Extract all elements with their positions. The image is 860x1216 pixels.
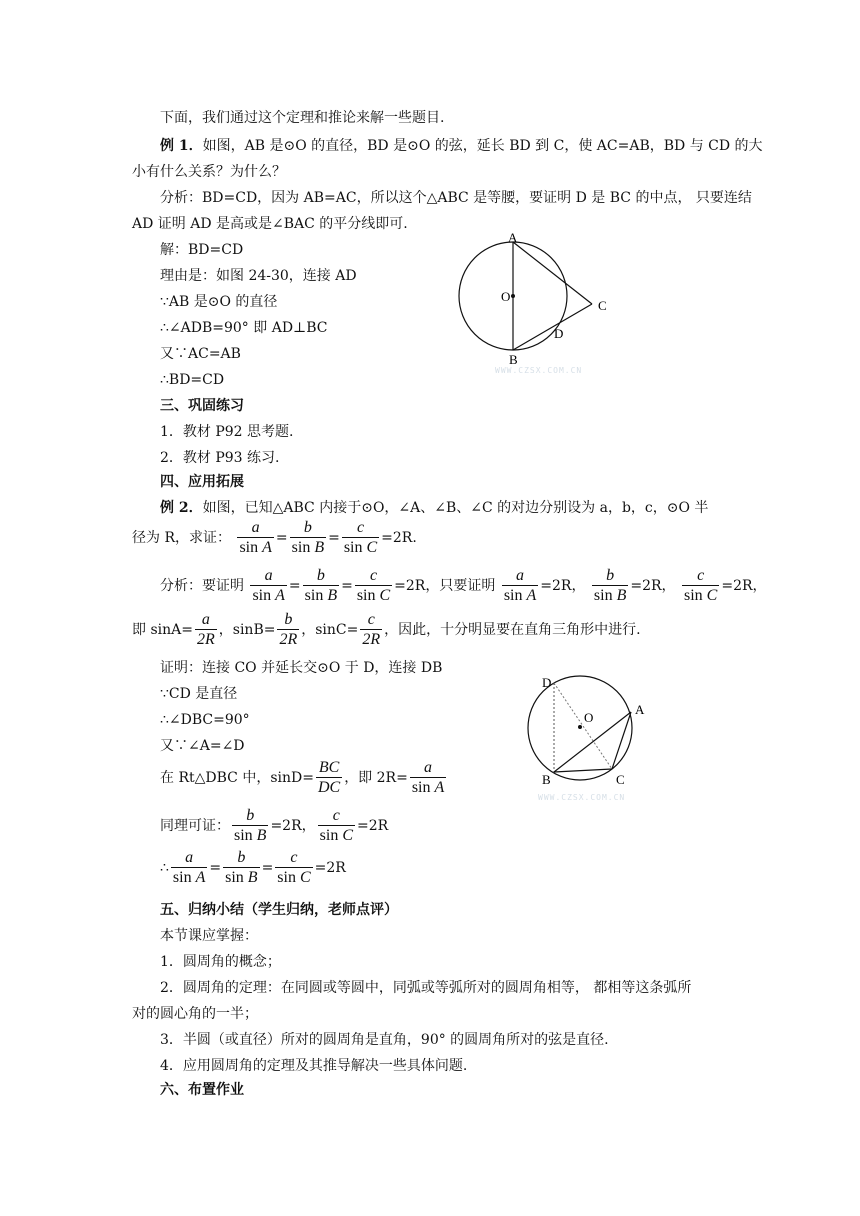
section3-title: 三、巩固练习 [160,398,244,414]
example1-analysis2: AD 证明 AD 是高或是∠BAC 的平分线即可. [132,216,408,232]
fig2-label-C: C [616,772,625,787]
example2-sin-relations: 即 sinA= $\frac{a}{2R}$ ，sinB= $\frac{b}{2R}$ ，sinC= $\frac{c}{2R}$ ，因此，十分明显要在直角三角形中进行. [132,610,641,648]
section5-title: 五、归纳小结（学生归纳，老师点评） [160,902,398,918]
example1-line1 [160,136,763,156]
proof-line-6: 同理可证： $\frac{b}{\text{sin B}}$ =2R， $\frac{c}{\text{sin C}}$ =2R [160,806,389,844]
solution-line-2: 理由是：如图 24-30，连接 AD [160,268,357,284]
fig1-label-A: A [508,230,518,245]
solution-line-3: ∵AB 是⊙O 的直径 [160,294,278,310]
proof-line-2: ∵CD 是直径 [160,686,238,702]
example1-label: 例 1． [160,138,203,154]
example2-analysis: 分析：要证明 $\frac{a}{\text{sin A}}$ = $\frac{b}{\text{sin B}}$ = $\frac{c}{\text{sin C}}$ =2R，只要证明 $\frac{a}{\text{sin A}}$ =2R， $\frac{b}{\text{sin B}}$ =2R， $\frac{c}{\text{sin C}}$ =2R， [160,566,767,604]
fig2-label-O: O [584,710,594,725]
fig2-label-D: D [542,675,552,690]
figure-1-circle-diagram [455,228,625,378]
section4-title: 四、应用拓展 [160,474,244,490]
fig2-watermark: WWW.CZSX.COM.CN [538,793,626,802]
solution-line-5: 又∵AC=AB [160,346,241,362]
solution-line-6: ∴BD=CD [160,372,225,388]
example1-analysis1: 分析：BD=CD，因为 AB=AC，所以这个△ABC 是等腰，要证明 D 是 BC 的中点， 只要连结 [160,190,752,206]
figure-2-circle-diagram [520,670,670,806]
proof-line-4: 又∵∠A=∠D [160,738,245,754]
example1-text2: 小有什么关系？为什么？ [132,164,286,180]
example1-text1: 如图，AB 是⊙O 的直径，BD 是⊙O 的弦，延长 BD 到 C，使 AC=AB，BD 与 CD 的大 [202,138,763,154]
frac-b-sinB: $\frac{b}{\text{sin B}}$ [291,518,325,556]
example2-text1: 如图，已知△ABC 内接于⊙O，∠A、∠B、∠C 的对边分别设为 a，b，c，⊙O 半 [202,500,709,516]
section5-item-2-cont: 对的圆心角的一半； [132,1006,258,1022]
fig1-label-C: C [598,298,607,313]
frac-c-sinC: $\frac{c}{\text{sin C}}$ [343,518,378,556]
fig2-label-A: A [635,702,645,717]
example2-label: 例 2． [160,500,203,516]
example2-line1 [160,498,708,518]
fig1-watermark: WWW.CZSX.COM.CN [495,366,583,375]
fig2-label-B: B [542,772,551,787]
section5-lead: 本节课应掌握： [160,928,258,944]
example2-text2: 径为 R，求证： [132,530,231,546]
intro-text: 下面，我们通过这个定理和推论来解一些题目. [160,110,445,126]
frac-a-sinA: $\frac{a}{\text{sin A}}$ [239,518,272,556]
section5-item-3: 3．半圆（或直径）所对的圆周角是直角，90° 的圆周角所对的弦是直径. [160,1032,609,1048]
section3-item-2: 2．教材 P93 练习. [160,450,280,466]
section5-item-2: 2．圆周角的定理：在同圆或等圆中，同弧或等弧所对的圆周角相等， 都相等这条弧所 [160,980,692,996]
example2-claim: 径为 R，求证： $\frac{a}{\text{sin A}}$ = $\frac{b}{\text{sin B}}$ = $\frac{c}{\text{sin C}}$ =2R. [132,518,417,556]
proof-line-5: 在 Rt△DBC 中，sinD= $\frac{BC}{DC}$ ，即 2R= $\frac{a}{\text{sin A}}$ [160,758,445,796]
solution-line-4: ∴∠ADB=90° 即 AD⊥BC [160,320,328,336]
section3-item-1: 1．教材 P92 思考题. [160,424,294,440]
fig1-label-O: O [501,289,511,304]
fig1-label-D: D [554,326,564,341]
proof-conclusion: ∴ $\frac{a}{\text{sin A}}$ = $\frac{b}{\text{sin B}}$ = $\frac{c}{\text{sin C}}$ =2R [160,848,346,886]
section6-title: 六、布置作业 [160,1082,244,1098]
proof-line-3: ∴∠DBC=90° [160,712,250,728]
section5-item-1: 1．圆周角的概念； [160,954,281,970]
proof-line-1: 证明：连接 CO 并延长交⊙O 于 D，连接 DB [160,660,443,676]
section5-item-4: 4．应用圆周角的定理及其推导解决一些具体问题. [160,1058,468,1074]
fig1-label-B: B [509,352,518,367]
solution-line-1: 解：BD=CD [160,242,244,258]
